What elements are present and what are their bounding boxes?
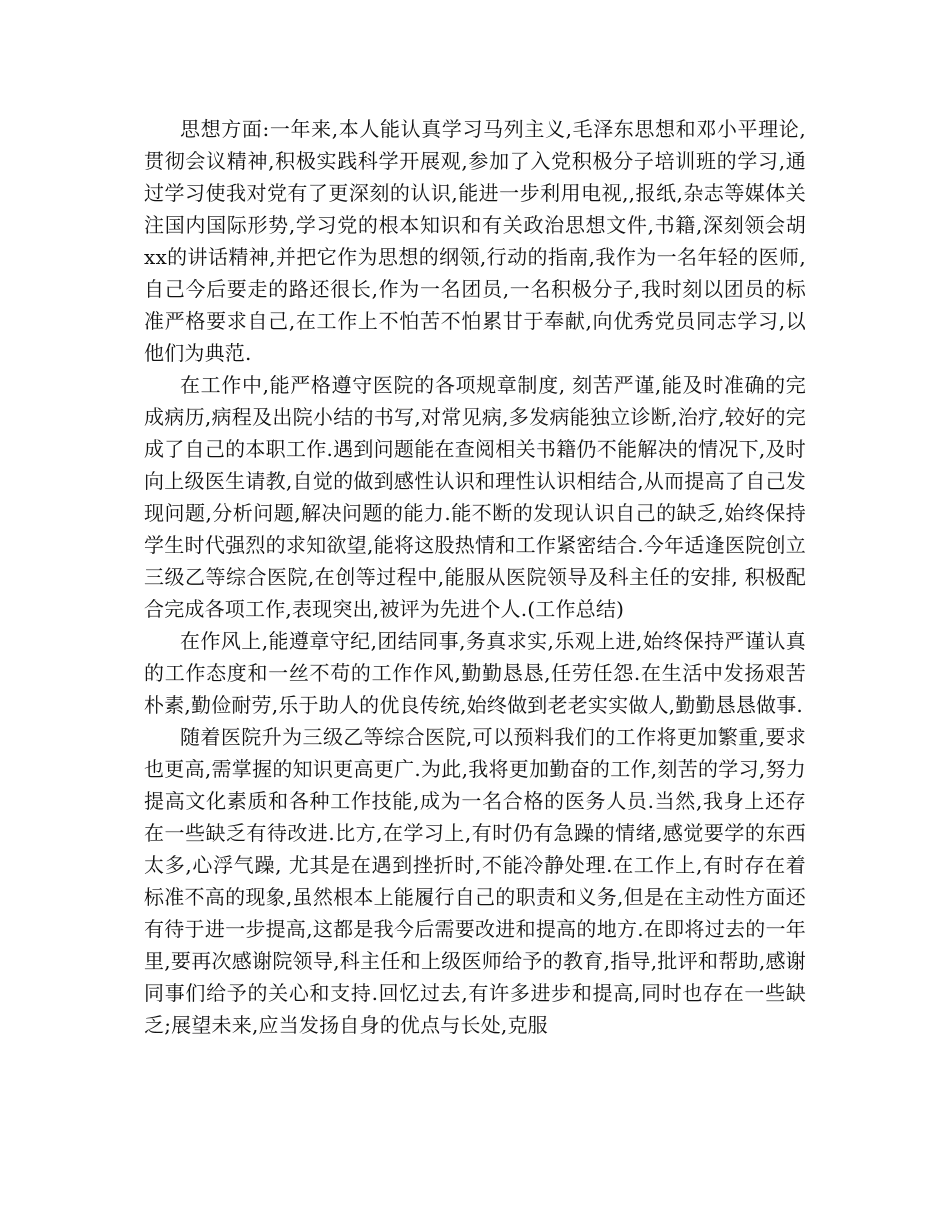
document-body: [144, 113, 806, 1041]
paragraph-outlook: 随着医院升为三级乙等综合医院,可以预料我们的工作将更加繁重,要求也更高,需掌握的知识更高更广.为此,我将更加勤奋的工作,刻苦的学习,努力提高文化素质和各种工作技能,成为一名合格的医务人员.当然,我身上还存在一些缺乏有待改进.比方,在学习上,有时仍有急躁的情绪,感觉要学的东西太多,心浮气躁, 尤其是在遇到挫折时,不能冷静处理.在工作上,有时存在着标准不高的现象,虽然根本上能履行自己的职责和义务,但是在主动性方面还有待于进一步提高,这都是我今后需要改进和提高的地方.在即将过去的一年里,要再次感谢院领导,科主任和上级医师给予的教育,指导,批评和帮助,感谢同事们给予的关心和支持.回忆过去,有许多进步和提高,同时也存在一些缺乏;展望未来,应当发扬自身的优点与长处,克服: [144, 725, 806, 1037]
paragraph-work: 在工作中,能严格遵守医院的各项规章制度, 刻苦严谨,能及时准确的完成病历,病程及出院小结的书写,对常见病,多发病能独立诊断,治疗,较好的完成了自己的本职工作.遇到问题能在查阅相关书籍仍不能解决的情况下,及时向上级医生请教,自觉的做到感性认识和理性认识相结合,从而提高了自己发现问题,分析问题,解决问题的能力.能不断的发现认识自己的缺乏,始终保持学生时代强烈的求知欲望,能将这股热情和工作紧密结合.今年适逢医院创立三级乙等综合医院,在创等过程中,能服从医院领导及科主任的安排, 积极配合完成各项工作,表现突出,被评为先进个人.(工作总结): [144, 373, 806, 621]
paragraph-conduct: 在作风上,能遵章守纪,团结同事,务真求实,乐观上进,始终保持严谨认真的工作态度和一丝不苟的工作作风,勤勤恳恳,任劳任怨.在生活中发扬艰苦朴素,勤俭耐劳,乐于助人的优良传统,始终做到老老实实做人,勤勤恳恳做事.: [144, 629, 806, 717]
paragraph-ideology: 思想方面:一年来,本人能认真学习马列主义,毛泽东思想和邓小平理论,贯彻会议精神,积极实践科学开展观,参加了入党积极分子培训班的学习,通过学习使我对党有了更深刻的认识,能进一步利用电视,,报纸,杂志等媒体关注国内国际形势,学习党的根本知识和有关政治思想文件,书籍,深刻领会胡xx的讲话精神,并把它作为思想的纲领,行动的指南,我作为一名年轻的医师,自己今后要走的路还很长,作为一名团员,一名积极分子,我时刻以团员的标准严格要求自己,在工作上不怕苦不怕累甘于奉献,向优秀党员同志学习,以他们为典范.: [144, 117, 806, 365]
